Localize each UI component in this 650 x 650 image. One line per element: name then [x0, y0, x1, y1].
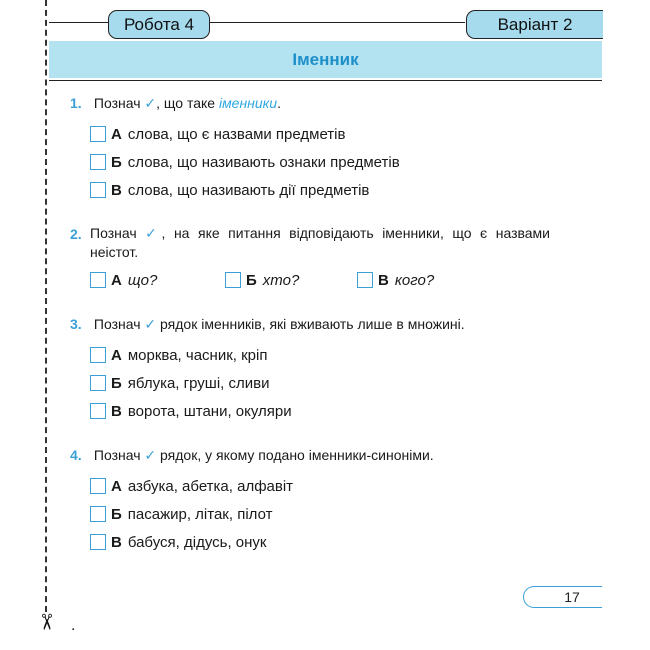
question-prefix: Познач [93, 447, 141, 463]
option-text: ворота, штани, окуляри [127, 402, 292, 420]
option-letter: А [111, 125, 122, 143]
option-letter: В [111, 533, 122, 551]
option-letter: Б [111, 505, 122, 523]
question-text: рядок іменників, які вживають лише в множині. [156, 316, 465, 332]
q1-option-b[interactable] [90, 152, 400, 172]
question-prefix: Познач [90, 225, 137, 241]
checkmark-icon: ✓ [145, 225, 162, 241]
question-text: рядок, у якому подано іменники-синоніми. [156, 447, 434, 463]
option-text: кого? [394, 271, 435, 289]
q4-option-c[interactable] [90, 532, 267, 552]
question-3 [70, 314, 465, 334]
page-title: Іменник [292, 49, 359, 69]
q1-option-c[interactable] [90, 180, 369, 200]
answer-checkbox[interactable] [90, 403, 106, 419]
q2-option-b[interactable] [225, 270, 299, 290]
option-letter: Б [246, 271, 257, 289]
page-number-tab [523, 586, 602, 608]
question-2 [90, 224, 550, 262]
answer-checkbox[interactable] [90, 272, 106, 288]
q4-option-a[interactable] [90, 476, 293, 496]
option-text: хто? [262, 271, 300, 289]
q1-option-a[interactable] [90, 124, 345, 144]
option-text: слова, що називають ознаки предметів [127, 153, 400, 171]
answer-checkbox[interactable] [357, 272, 373, 288]
q2-option-a[interactable] [90, 270, 157, 290]
question-text: , на яке питання відповідають іменники, що є назвами неістот. [90, 225, 550, 260]
option-text: морква, часник, кріп [127, 346, 268, 364]
option-letter: В [378, 271, 389, 289]
q2-option-c[interactable] [357, 270, 434, 290]
checkmark-icon: ✓ [144, 316, 157, 332]
option-letter: Б [111, 374, 122, 392]
question-number: 1. [70, 95, 82, 111]
option-letter: А [111, 346, 122, 364]
option-text: бабуся, дідусь, онук [127, 533, 267, 551]
page-number: 17 [564, 589, 580, 605]
question-number: 2. [70, 226, 82, 242]
option-text: слова, що називають дії предметів [127, 181, 370, 199]
answer-checkbox[interactable] [225, 272, 241, 288]
answer-checkbox[interactable] [90, 534, 106, 550]
checkmark-icon: ✓ [144, 447, 157, 463]
option-letter: Б [111, 153, 122, 171]
q3-option-b[interactable] [90, 373, 269, 393]
q4-option-b[interactable] [90, 504, 272, 524]
header-rule-middle [210, 22, 465, 23]
answer-checkbox[interactable] [90, 126, 106, 142]
answer-checkbox[interactable] [90, 347, 106, 363]
option-text: що? [127, 271, 158, 289]
question-text: , що таке [156, 95, 219, 111]
variant-label: Варіант 2 [466, 10, 603, 39]
q3-option-a[interactable] [90, 345, 267, 365]
work-label: Робота 4 [108, 10, 210, 39]
question-prefix: Познач [93, 95, 141, 111]
answer-checkbox[interactable] [90, 154, 106, 170]
answer-checkbox[interactable] [90, 182, 106, 198]
dot-mark: . [71, 617, 76, 634]
checkmark-icon: ✓ [144, 95, 157, 111]
option-letter: В [111, 402, 122, 420]
option-text: слова, що є назвами предметів [127, 125, 346, 143]
answer-checkbox[interactable] [90, 478, 106, 494]
option-letter: А [111, 477, 122, 495]
question-number: 4. [70, 447, 82, 463]
header-rule-left [49, 22, 108, 23]
answer-checkbox[interactable] [90, 506, 106, 522]
question-term: іменники [218, 95, 278, 111]
answer-checkbox[interactable] [90, 375, 106, 391]
option-text: яблука, груші, сливи [127, 374, 270, 392]
title-band [49, 41, 602, 78]
question-number: 3. [70, 316, 82, 332]
question-text-end: . [277, 95, 281, 111]
option-text: азбука, абетка, алфавіт [127, 477, 294, 495]
question-1 [70, 93, 281, 113]
option-letter: В [111, 181, 122, 199]
question-prefix: Познач [93, 316, 141, 332]
question-2-number-wrap [70, 224, 90, 244]
q3-option-c[interactable] [90, 401, 292, 421]
cut-line [45, 0, 47, 612]
scissors-icon: ✂ [34, 612, 60, 632]
question-4 [70, 445, 434, 465]
option-letter: А [111, 271, 122, 289]
title-divider [49, 80, 602, 81]
option-text: пасажир, літак, пілот [127, 505, 273, 523]
